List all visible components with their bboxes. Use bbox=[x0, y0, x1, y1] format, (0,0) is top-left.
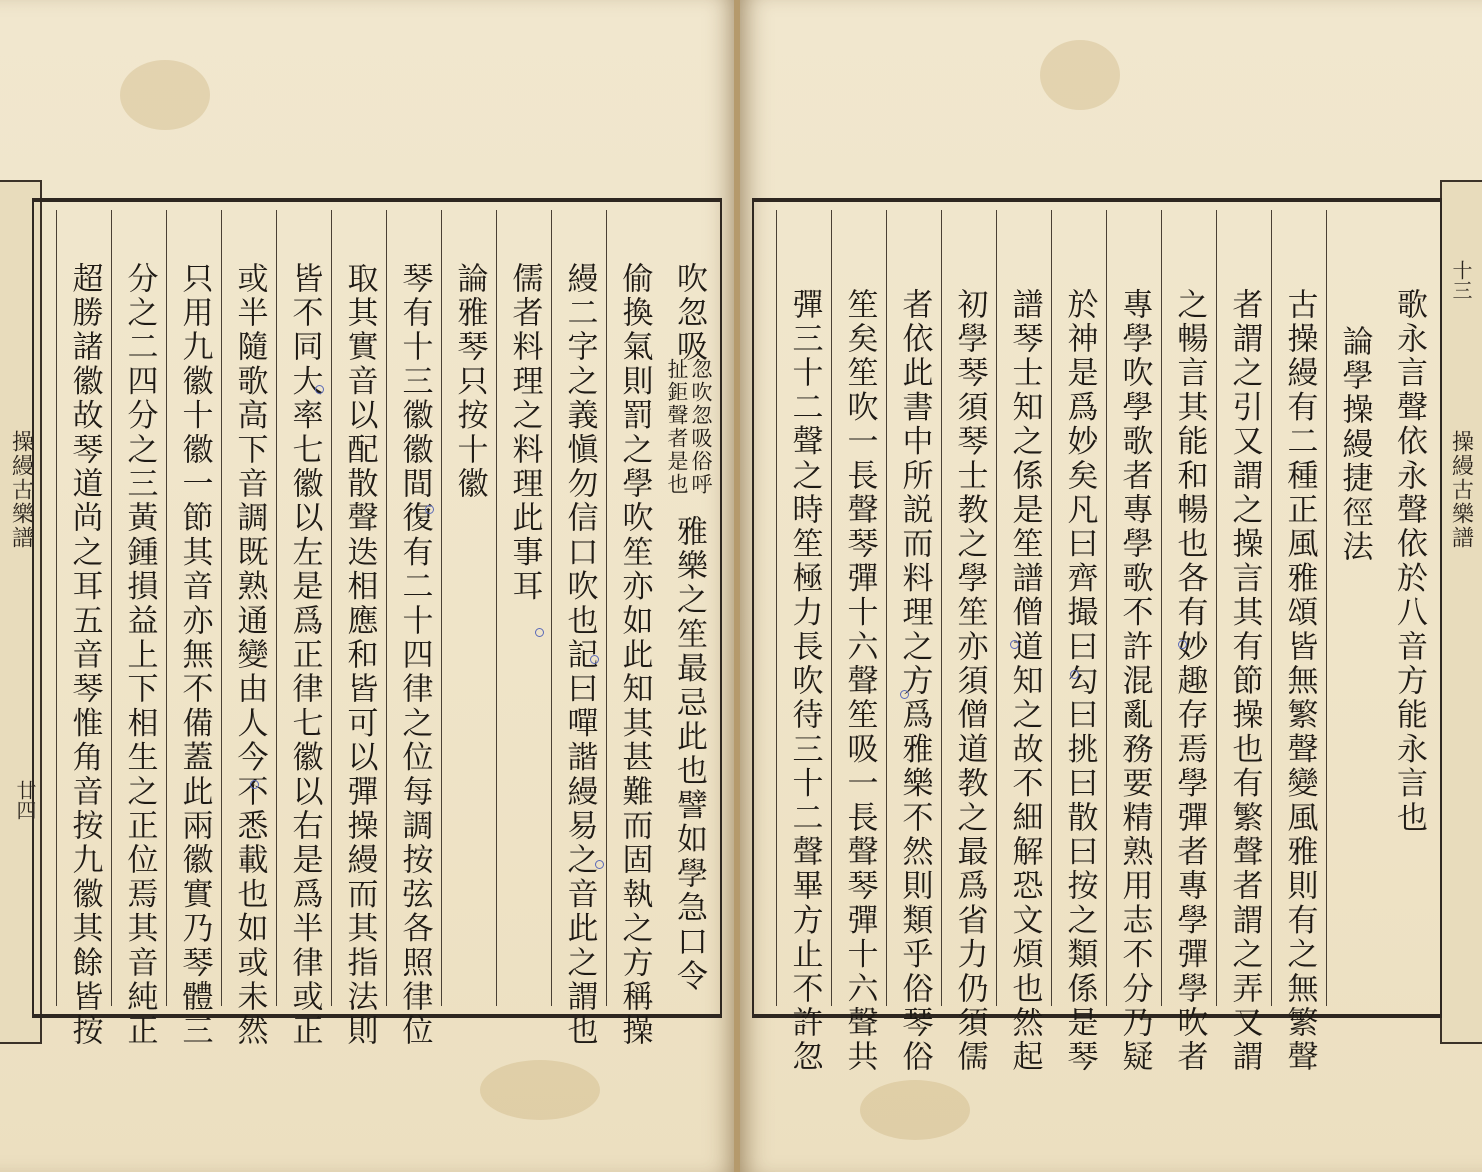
text-column bbox=[1381, 210, 1436, 1006]
text-column bbox=[776, 210, 831, 1075]
text-column bbox=[56, 210, 111, 1049]
column-text: 古操縵有二種正風雅頌皆無繁聲變風雅則有之無繁聲 bbox=[1281, 288, 1318, 1075]
punctuation-circle bbox=[1178, 640, 1187, 649]
section-heading: 論學操縵捷徑法 bbox=[1336, 325, 1373, 565]
column-text: 之暢言其能和暢也各有妙趣存焉學彈者專學彈學吹者 bbox=[1171, 288, 1208, 1075]
column-text: 雅樂之笙最忌此也譬如學急口令 bbox=[671, 515, 707, 994]
text-column bbox=[386, 210, 441, 1049]
text-column bbox=[1326, 210, 1381, 1006]
column-text: 吹忽吸 bbox=[671, 262, 707, 365]
column-text: 專學吹學歌者專學歌不許混亂務要精熟用志不分乃疑 bbox=[1116, 288, 1153, 1075]
text-column bbox=[1216, 210, 1271, 1075]
punctuation-circle bbox=[595, 860, 604, 869]
column-text: 縵二字之義愼勿信口吹也記曰嘽諧縵易之音此之謂也 bbox=[561, 262, 598, 1049]
punctuation-circle bbox=[900, 690, 909, 699]
column-text: 分之二四分之三黃鍾損益上下相生之正位焉其音純正 bbox=[121, 262, 158, 1049]
note-left: 扯鉅聲者是也 bbox=[665, 358, 689, 496]
text-column bbox=[496, 210, 551, 1006]
column-text: 儒者料理之料理此事耳 bbox=[506, 262, 543, 604]
right-page-number: 十三 bbox=[1449, 260, 1473, 300]
text-column bbox=[111, 210, 166, 1049]
text-column bbox=[996, 210, 1051, 1075]
text-column bbox=[1106, 210, 1161, 1075]
column-text: 歌永言聲依永聲依於八音方能永言也 bbox=[1391, 288, 1427, 836]
text-column bbox=[221, 210, 276, 1049]
text-column bbox=[606, 210, 661, 1049]
column-text: 偷換氣則罰之學吹笙亦如此知其甚難而固執之方稱操 bbox=[616, 262, 653, 1049]
text-column bbox=[551, 210, 606, 1049]
punctuation-circle bbox=[590, 655, 599, 664]
left-page bbox=[0, 0, 736, 1172]
column-text: 琴有十三徽徽間復有二十四律之位每調按弦各照律位 bbox=[396, 262, 433, 1049]
column-text: 於神是爲妙矣凡曰齊撮曰勾曰挑曰散曰按之類係是琴 bbox=[1061, 288, 1098, 1075]
right-running-title: 操縵古樂譜 bbox=[1448, 430, 1474, 550]
column-text: 取其實音以配散聲迭相應和皆可以彈操縵而其指法則 bbox=[341, 262, 378, 1049]
text-column bbox=[831, 210, 886, 1075]
text-column bbox=[1161, 210, 1216, 1075]
paper-stain bbox=[1040, 40, 1120, 110]
punctuation-circle bbox=[250, 780, 259, 789]
left-text-frame bbox=[32, 198, 722, 1049]
interlinear-note bbox=[666, 358, 711, 496]
left-page-number: 廿四 bbox=[13, 780, 37, 820]
text-column bbox=[276, 210, 331, 1049]
column-text: 彈三十二聲之時笙極力長吹待三十二聲畢方止不許忽 bbox=[786, 288, 823, 1075]
punctuation-circle bbox=[425, 505, 434, 514]
paper-stain bbox=[480, 1060, 600, 1120]
column-text: 或半隨歌高下音調既熟通變由人今不悉載也如或未然 bbox=[231, 262, 268, 1049]
paper-stain bbox=[120, 60, 210, 130]
column-text: 超勝諸徽故琴道尚之耳五音琴惟角音按九徽其餘皆按 bbox=[66, 262, 103, 1049]
note-right: 忽吹忽吸俗呼 bbox=[689, 358, 713, 496]
punctuation-circle bbox=[1070, 670, 1079, 679]
text-column bbox=[1051, 210, 1106, 1075]
text-column bbox=[661, 210, 716, 1006]
column-text: 笙矣笙吹一長聲琴彈十六聲笙吸一長聲琴彈十六聲共 bbox=[841, 288, 878, 1075]
punctuation-circle bbox=[1010, 640, 1019, 649]
text-column bbox=[886, 210, 941, 1075]
column-text: 者依此書中所説而料理之方爲雅樂不然則類乎俗琴俗 bbox=[896, 288, 933, 1075]
left-running-title: 操縵古樂譜 bbox=[8, 430, 34, 550]
text-column bbox=[331, 210, 386, 1049]
section-heading: 論雅琴只按十徽 bbox=[451, 262, 488, 502]
column-text: 者謂之引又謂之操言其有節操也有繁聲者謂之弄又謂 bbox=[1226, 288, 1263, 1075]
paper-stain bbox=[860, 1080, 970, 1140]
column-text: 初學琴須琴士教之學笙亦須僧道教之最爲省力仍須儒 bbox=[951, 288, 988, 1075]
column-text: 譜琴士知之係是笙譜僧道知之故不細解恐文煩也然起 bbox=[1006, 288, 1043, 1075]
column-text: 只用九徽十徽一節其音亦無不備蓋此兩徽實乃琴體三 bbox=[176, 262, 213, 1049]
text-column bbox=[441, 210, 496, 1006]
column-text: 皆不同大率七徽以左是爲正律七徽以右是爲半律或正 bbox=[286, 262, 323, 1049]
text-column bbox=[166, 210, 221, 1049]
punctuation-circle bbox=[315, 385, 324, 394]
text-column bbox=[941, 210, 996, 1075]
text-column bbox=[1271, 210, 1326, 1075]
right-text-frame bbox=[752, 198, 1442, 1075]
punctuation-circle bbox=[535, 628, 544, 637]
